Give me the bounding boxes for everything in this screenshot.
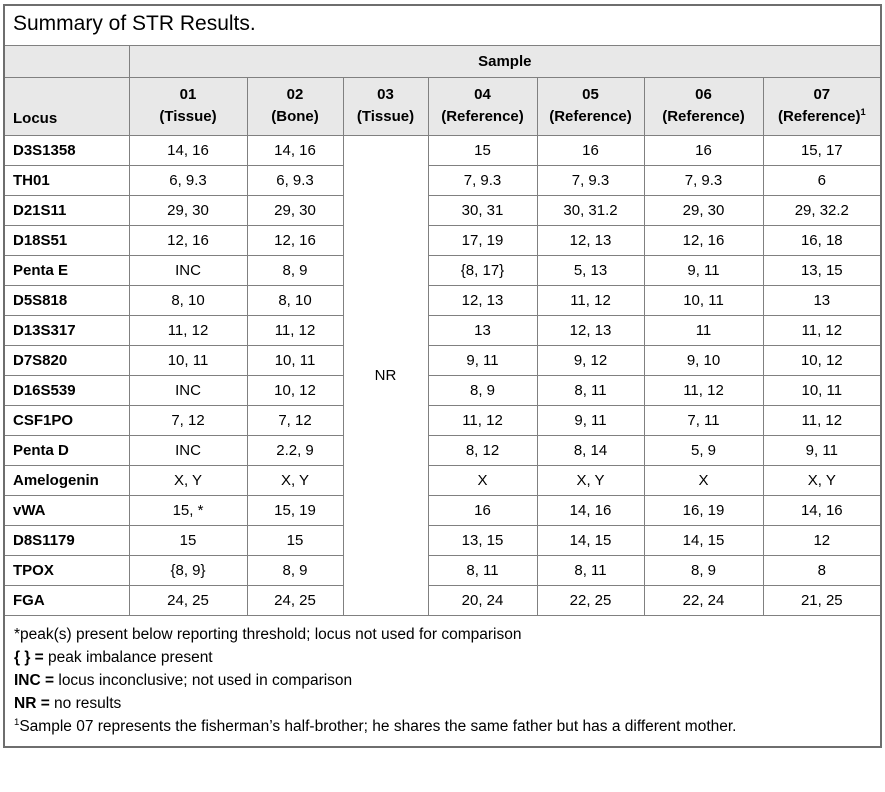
- result-cell: 14, 16: [247, 135, 343, 165]
- result-cell: 20, 24: [428, 585, 537, 615]
- result-cell: 8, 11: [537, 555, 644, 585]
- result-cell: X, Y: [763, 465, 881, 495]
- result-cell: 13: [763, 285, 881, 315]
- result-cell: 7, 12: [247, 405, 343, 435]
- table-title: Summary of STR Results.: [4, 5, 881, 45]
- column-header-sample-02: 02 (Bone): [247, 77, 343, 135]
- result-cell: 10, 12: [247, 375, 343, 405]
- result-cell: 16: [644, 135, 763, 165]
- result-cell: 16: [428, 495, 537, 525]
- result-cell: 11, 12: [763, 315, 881, 345]
- locus-cell: TPOX: [4, 555, 129, 585]
- result-cell: X, Y: [537, 465, 644, 495]
- result-cell: 15, 19: [247, 495, 343, 525]
- result-cell: 11, 12: [247, 315, 343, 345]
- result-cell: 12, 13: [537, 225, 644, 255]
- result-cell: 9, 11: [763, 435, 881, 465]
- result-cell: 8, 9: [428, 375, 537, 405]
- table-row-csf1po: [4, 405, 881, 435]
- result-cell: 12, 16: [129, 225, 247, 255]
- locus-cell: Penta D: [4, 435, 129, 465]
- result-cell: {8, 9}: [129, 555, 247, 585]
- result-cell: 21, 25: [763, 585, 881, 615]
- result-cell: 12: [763, 525, 881, 555]
- result-cell: 10, 11: [247, 345, 343, 375]
- result-cell: 13, 15: [763, 255, 881, 285]
- column-header-sample-01: 01 (Tissue): [129, 77, 247, 135]
- empty-corner-cell: [4, 45, 129, 77]
- result-cell: 15: [129, 525, 247, 555]
- result-cell: 9, 11: [428, 345, 537, 375]
- locus-cell: D18S51: [4, 225, 129, 255]
- result-cell: 8, 11: [428, 555, 537, 585]
- result-cell: 9, 11: [537, 405, 644, 435]
- result-cell: 12, 16: [247, 225, 343, 255]
- result-cell: INC: [129, 375, 247, 405]
- result-cell: 11, 12: [428, 405, 537, 435]
- result-cell: 9, 12: [537, 345, 644, 375]
- result-cell: 8: [763, 555, 881, 585]
- result-cell: 2.2, 9: [247, 435, 343, 465]
- result-cell: X, Y: [247, 465, 343, 495]
- result-cell: 8, 11: [537, 375, 644, 405]
- table-row-amelogenin: [4, 465, 881, 495]
- table-row-d7s820: [4, 345, 881, 375]
- locus-cell: D13S317: [4, 315, 129, 345]
- result-cell: 8, 9: [247, 255, 343, 285]
- result-cell: 7, 9.3: [537, 165, 644, 195]
- sample-group-label: Sample: [129, 45, 881, 77]
- result-cell: 7, 12: [129, 405, 247, 435]
- result-cell: X: [428, 465, 537, 495]
- result-cell: 14, 16: [537, 495, 644, 525]
- footnote-line: *peak(s) present below reporting threshold; locus not used for comparison: [14, 625, 522, 643]
- locus-column-header: Locus: [4, 77, 129, 135]
- result-cell: 6: [763, 165, 881, 195]
- result-cell: 7, 9.3: [644, 165, 763, 195]
- result-cell: 10, 12: [763, 345, 881, 375]
- result-cell: 6, 9.3: [129, 165, 247, 195]
- result-cell: 11, 12: [129, 315, 247, 345]
- result-cell: 10, 11: [644, 285, 763, 315]
- result-cell: 8, 9: [644, 555, 763, 585]
- result-cell: {8, 17}: [428, 255, 537, 285]
- result-cell: 30, 31.2: [537, 195, 644, 225]
- column-header-row: [4, 77, 881, 135]
- result-cell: 9, 10: [644, 345, 763, 375]
- footnote-line: $^1$Sample 07 represents the fisherman’s half-brother; he shares the same father but has a different mother.: [14, 717, 737, 736]
- result-cell: 22, 25: [537, 585, 644, 615]
- column-header-sample-03: 03 (Tissue): [343, 77, 428, 135]
- result-cell: 8, 10: [247, 285, 343, 315]
- table-row-d21s11: [4, 195, 881, 225]
- locus-cell: D3S1358: [4, 135, 129, 165]
- result-cell: 14, 16: [763, 495, 881, 525]
- result-cell: 8, 9: [247, 555, 343, 585]
- result-cell: 29, 32.2: [763, 195, 881, 225]
- table-row-tpox: [4, 555, 881, 585]
- result-cell: 5, 9: [644, 435, 763, 465]
- table-row-d8s1179: [4, 525, 881, 555]
- result-cell: 29, 30: [129, 195, 247, 225]
- result-cell: 8, 14: [537, 435, 644, 465]
- locus-cell: CSF1PO: [4, 405, 129, 435]
- column-header-sample-04: 04 (Reference): [428, 77, 537, 135]
- table-row-d3s1358: [4, 135, 881, 165]
- result-cell: 6, 9.3: [247, 165, 343, 195]
- table-body: [4, 135, 881, 615]
- result-cell: 22, 24: [644, 585, 763, 615]
- result-cell: 15: [247, 525, 343, 555]
- result-cell: INC: [129, 435, 247, 465]
- result-cell: 7, 11: [644, 405, 763, 435]
- result-cell: 14, 15: [537, 525, 644, 555]
- locus-cell: Penta E: [4, 255, 129, 285]
- result-cell: 15, *: [129, 495, 247, 525]
- locus-cell: D16S539: [4, 375, 129, 405]
- result-cell: 29, 30: [644, 195, 763, 225]
- table-row-fga: [4, 585, 881, 615]
- result-cell: 11, 12: [644, 375, 763, 405]
- result-cell: 12, 16: [644, 225, 763, 255]
- result-cell: 16, 18: [763, 225, 881, 255]
- locus-cell: D8S1179: [4, 525, 129, 555]
- result-cell: 11, 12: [763, 405, 881, 435]
- column-header-sample-06: 06 (Reference): [644, 77, 763, 135]
- result-cell: 11: [644, 315, 763, 345]
- table-row-th01: [4, 165, 881, 195]
- table-footer: [4, 615, 881, 747]
- result-cell: 7, 9.3: [428, 165, 537, 195]
- result-cell: 12, 13: [428, 285, 537, 315]
- result-cell: INC: [129, 255, 247, 285]
- table-row-penta-d: [4, 435, 881, 465]
- locus-cell: Amelogenin: [4, 465, 129, 495]
- result-cell: 29, 30: [247, 195, 343, 225]
- result-cell: 10, 11: [129, 345, 247, 375]
- locus-cell: D7S820: [4, 345, 129, 375]
- result-cell: 10, 11: [763, 375, 881, 405]
- result-cell: 14, 16: [129, 135, 247, 165]
- result-cell: 11, 12: [537, 285, 644, 315]
- result-cell: 8, 12: [428, 435, 537, 465]
- result-cell: 16: [537, 135, 644, 165]
- result-cell: 16, 19: [644, 495, 763, 525]
- locus-cell: TH01: [4, 165, 129, 195]
- str-results-table: [3, 4, 882, 748]
- table-row-penta-e: [4, 255, 881, 285]
- footnotes-cell: [4, 615, 881, 747]
- locus-cell: D21S11: [4, 195, 129, 225]
- table-row-d5s818: [4, 285, 881, 315]
- result-cell: 9, 11: [644, 255, 763, 285]
- result-cell: 13: [428, 315, 537, 345]
- result-cell: 17, 19: [428, 225, 537, 255]
- title-row: [4, 5, 881, 45]
- column-header-sample-07: 07 (Reference)$^1$: [763, 77, 881, 135]
- table-header: [4, 5, 881, 135]
- result-cell: 24, 25: [247, 585, 343, 615]
- result-cell: 30, 31: [428, 195, 537, 225]
- result-cell: 15, 17: [763, 135, 881, 165]
- footnote-line: NR = no results: [14, 695, 122, 713]
- table-row-vwa: [4, 495, 881, 525]
- result-cell: X, Y: [129, 465, 247, 495]
- table-row-d18s51: [4, 225, 881, 255]
- result-cell: 5, 13: [537, 255, 644, 285]
- footnotes-row: [4, 615, 881, 747]
- result-cell: 14, 15: [644, 525, 763, 555]
- merged-no-results-cell: NR: [343, 135, 428, 615]
- sample-group-row: [4, 45, 881, 77]
- footnote-line: { } = peak imbalance present: [14, 648, 213, 666]
- locus-cell: FGA: [4, 585, 129, 615]
- result-cell: 8, 10: [129, 285, 247, 315]
- locus-cell: vWA: [4, 495, 129, 525]
- result-cell: 13, 15: [428, 525, 537, 555]
- result-cell: 15: [428, 135, 537, 165]
- result-cell: 12, 13: [537, 315, 644, 345]
- table-row-d13s317: [4, 315, 881, 345]
- table-row-d16s539: [4, 375, 881, 405]
- footnote-line: INC = locus inconclusive; not used in comparison: [14, 671, 353, 689]
- result-cell: X: [644, 465, 763, 495]
- result-cell: 24, 25: [129, 585, 247, 615]
- column-header-sample-05: 05 (Reference): [537, 77, 644, 135]
- locus-cell: D5S818: [4, 285, 129, 315]
